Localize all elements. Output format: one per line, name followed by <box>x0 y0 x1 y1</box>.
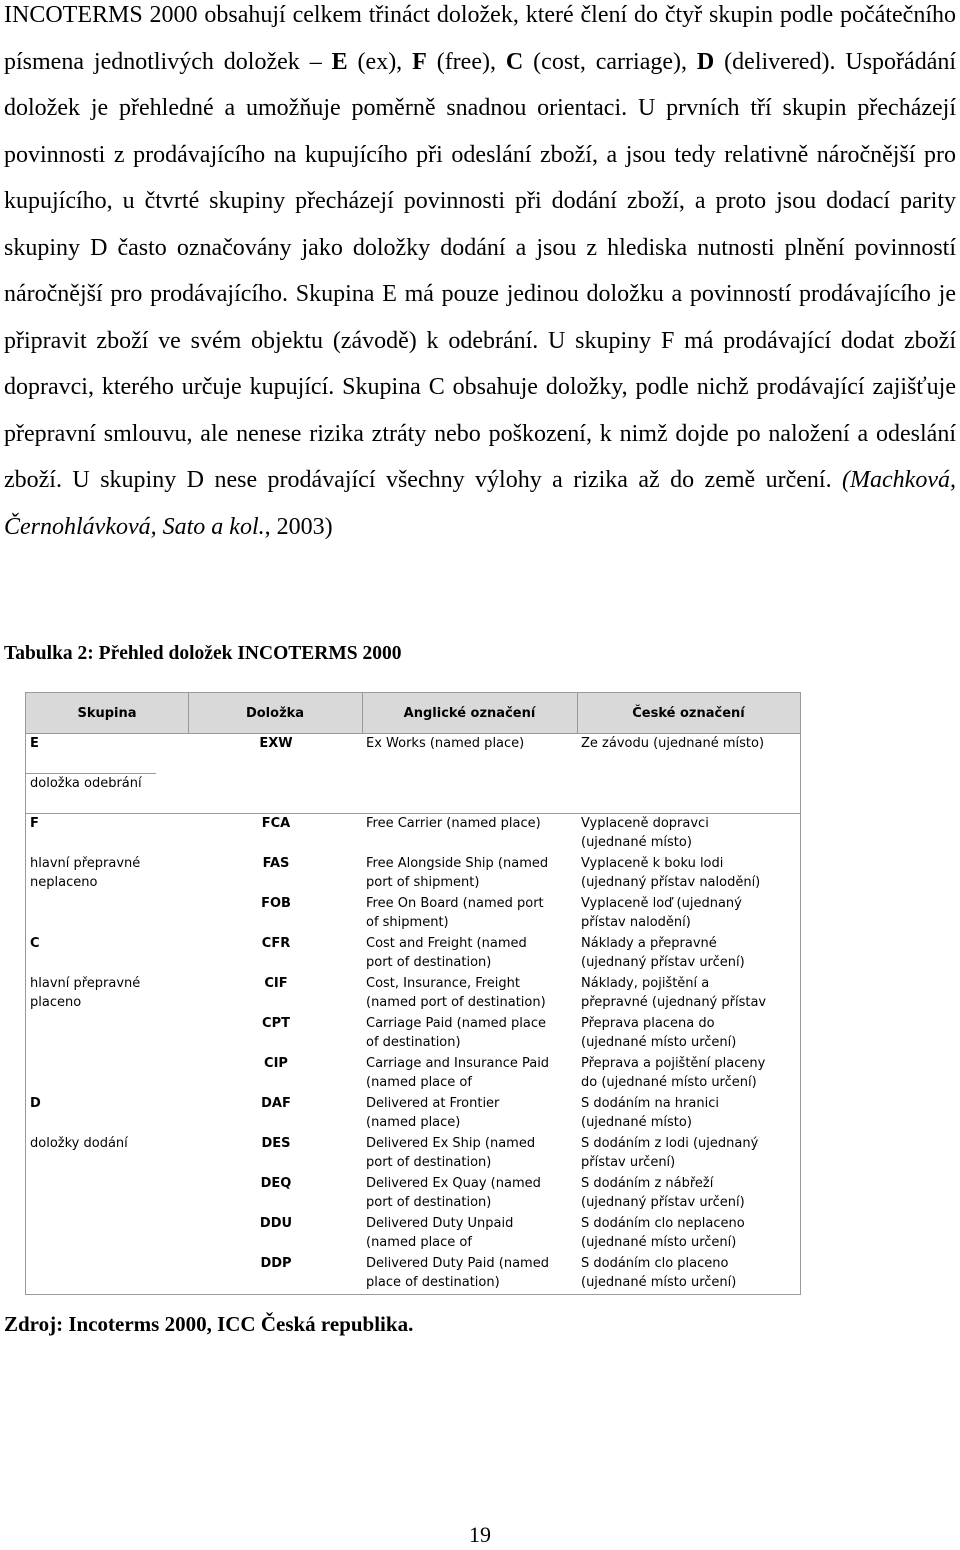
group-letter-e: E <box>331 48 348 75</box>
group-f-desc: hlavní přepravné neplaceno <box>30 856 141 890</box>
clause-czech: Přeprava placena do (ujednané místo určení) <box>581 1016 737 1050</box>
clause-code: DES <box>261 1136 291 1151</box>
intro-text-3: (free), <box>426 48 506 75</box>
group-d-letter: D <box>30 1096 41 1111</box>
clause-czech: Náklady a přepravné (ujednaný přístav určení) <box>581 936 745 970</box>
clause-code: DAF <box>261 1096 291 1111</box>
clause-english: Delivered Ex Quay (named port of destination) <box>366 1176 541 1210</box>
header-skupina: Skupina <box>77 706 137 721</box>
clause-english: Cost, Insurance, Freight (named port of destination) <box>366 976 546 1010</box>
clause-code: CFR <box>261 936 291 951</box>
clause-czech: Vyplaceně dopravci (ujednané místo) <box>581 816 709 850</box>
clause-czech: Vyplaceně k boku lodi (ujednaný přístav nalodění) <box>581 856 761 890</box>
header-anglicke: Anglické označení <box>403 706 536 721</box>
header-ceske: České označení <box>632 706 745 721</box>
clause-english: Free Alongside Ship (named port of shipment) <box>366 856 549 890</box>
clause-czech: S dodáním z lodi (ujednaný přístav určení) <box>581 1136 759 1170</box>
clause-code: DEQ <box>260 1176 292 1191</box>
clause-czech: Ze závodu (ujednané místo) <box>581 736 765 751</box>
clause-czech: S dodáním clo neplaceno (ujednané místo určení) <box>581 1216 745 1250</box>
group-f-letter: F <box>30 816 39 831</box>
clause-english: Delivered at Frontier (named place) <box>366 1096 500 1130</box>
clause-english: Delivered Duty Unpaid (named place of <box>366 1216 514 1250</box>
group-letter-d: D <box>696 48 715 75</box>
citation: (Machková, Černohlávková, Sato a kol. <box>4 467 956 540</box>
group-c-desc: hlavní přepravné placeno <box>30 976 141 1010</box>
clause-english: Ex Works (named place) <box>366 736 525 751</box>
clause-code: DDP <box>260 1256 292 1271</box>
clause-code: CIF <box>264 976 288 991</box>
clause-czech: Náklady, pojištění a přepravné (ujednaný přístav <box>581 976 767 1010</box>
clause-czech: S dodáním na hranici (ujednané místo) <box>581 1096 719 1130</box>
clause-czech: S dodáním clo placeno (ujednané místo určení) <box>581 1256 737 1290</box>
citation-year: , 2003) <box>264 513 333 540</box>
clause-code: EXW <box>259 736 293 751</box>
clause-czech: S dodáním z nábřeží (ujednaný přístav určení) <box>581 1176 745 1210</box>
clause-czech: Přeprava a pojištění placeny do (ujednané místo určení) <box>581 1056 766 1090</box>
table-source: Zdroj: Incoterms 2000, ICC Česká republika. <box>4 1312 414 1336</box>
intro-text-4: (cost, carriage), <box>523 48 697 75</box>
intro-paragraph <box>4 0 956 550</box>
row-divider <box>26 773 156 774</box>
page-number: 19 <box>469 1522 491 1547</box>
clause-english: Carriage Paid (named place of destination) <box>366 1016 546 1050</box>
clause-code: CIP <box>264 1056 288 1071</box>
group-letter-f: F <box>412 48 427 75</box>
group-letter-c: C <box>505 48 524 75</box>
group-d-desc: doložky dodání <box>30 1136 128 1151</box>
row-divider <box>26 813 800 814</box>
intro-text-2: (ex), <box>347 48 413 75</box>
clause-english: Carriage and Insurance Paid (named place of <box>366 1056 550 1090</box>
clause-code: FOB <box>261 896 291 911</box>
clause-code: CPT <box>262 1016 290 1031</box>
clause-code: FAS <box>262 856 290 871</box>
clause-english: Delivered Ex Ship (named port of destination) <box>366 1136 536 1170</box>
group-e-letter: E <box>30 736 39 751</box>
clause-code: DDU <box>259 1216 293 1231</box>
clause-czech: Vyplaceně loď (ujednaný přístav nalodění) <box>581 896 742 930</box>
clause-code: FCA <box>261 816 291 831</box>
intro-text-1: INCOTERMS 2000 obsahují celkem třináct doložek, které člení do čtyř skupin podle počátečního písmena jednotlivých doložek – <box>4 2 956 75</box>
table-caption: Tabulka 2: Přehled doložek INCOTERMS 2000 <box>4 643 402 664</box>
group-c-letter: C <box>30 936 40 951</box>
group-e-desc: doložka odebrání <box>30 776 142 791</box>
clause-english: Free Carrier (named place) <box>366 816 541 831</box>
clause-english: Cost and Freight (named port of destination) <box>366 936 527 970</box>
clause-english: Delivered Duty Paid (named place of destination) <box>366 1256 549 1290</box>
header-dolozka: Doložka <box>245 706 305 721</box>
intro-text-5: (delivered). Uspořádání doložek je přehledné a umožňuje poměrně snadnou orientaci. U prvních tří skupin přecházejí povinnosti z prodávajícího na kupujícího při odeslání zboží, a jsou tedy relativně náročnější pro kupujícího, u čtvrté skupiny přecházejí povinnosti při dodání zboží, a proto jsou dodací parity skupiny D často označovány jako doložky dodání a jsou z hlediska nutnosti plnění povinností náročnější pro prodávajícího. Skupina E má pouze jedinou doložku a povinností prodávajícího je připravit zboží ve svém objektu (závodě) k odebrání. U skupiny F má prodávající dodat zboží dopravci, kterého určuje kupující. Skupina C obsahuje doložky, podle nichž prodávající zajišťuje přepravní smlouvu, ale nenese rizika ztráty nebo poškození, k nimž dojde po naložení a odeslání zboží. U skupiny D nese prodávající všechny výlohy a rizika až do země určení. <box>4 48 957 493</box>
incoterms-table <box>25 692 801 1295</box>
clause-english: Free On Board (named port of shipment) <box>366 896 544 930</box>
